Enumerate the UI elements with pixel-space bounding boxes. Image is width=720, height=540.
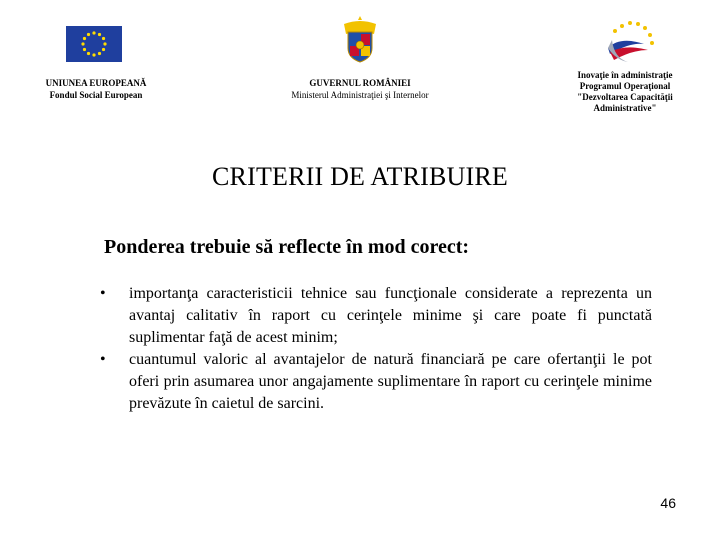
eu-flag-icon	[66, 26, 122, 62]
eu-star	[98, 52, 101, 55]
eu-star	[83, 48, 86, 51]
eu-star	[81, 42, 84, 45]
inovatie-caption-line3: "Dezvoltarea Capacităţii	[577, 92, 673, 102]
ro-caption-line2: Ministerul Administraţiei şi Internelor	[291, 90, 429, 100]
bullet-item	[100, 349, 652, 415]
bullet-item	[100, 283, 652, 349]
romania-coat-of-arms-icon	[340, 14, 380, 64]
page-number: 46	[660, 495, 676, 511]
slide-subtitle: Ponderea trebuie să reflecte în mod corect:	[104, 236, 470, 258]
inovatie-logo-icon	[600, 18, 660, 68]
inovatie-caption-line4: Administrative"	[593, 103, 657, 113]
bullet-text: cuantumul valoric al avantajelor de natură financiară pe care ofertanţii le pot oferi prin asumarea unor angajamente suplimentare în raport cu cerinţele minime prevăzute în caietul de sarcini.	[129, 351, 652, 412]
ro-caption	[250, 77, 470, 101]
eu-caption-line2: Fondul Social European	[49, 90, 143, 100]
bullet-text: importanţa caracteristicii tehnice sau funcţionale considerate a reprezenta un avantaj calitativ în raport cu cerinţele minime şi care poate fi punctată suplimentar faţă de acest minim;	[129, 285, 652, 346]
bullet-list	[100, 283, 652, 415]
eu-star	[92, 53, 95, 56]
inovatie-caption-line1: Inovaţie în administraţie	[577, 70, 673, 80]
ro-caption-line1: GUVERNUL ROMÂNIEI	[309, 78, 411, 88]
bullet-dot-icon: •	[100, 285, 106, 302]
bullet-dot-icon: •	[100, 351, 106, 368]
eu-star	[87, 52, 90, 55]
eu-star	[102, 37, 105, 40]
eu-star	[102, 48, 105, 51]
inovatie-caption	[560, 70, 690, 114]
eu-caption-line1: UNIUNEA EUROPEANĂ	[45, 78, 147, 88]
eu-star	[83, 37, 86, 40]
inovatie-caption-line2: Programul Operaţional	[579, 81, 671, 91]
eu-star	[87, 33, 90, 36]
slide-title: CRITERII DE ATRIBUIRE	[212, 162, 508, 191]
eu-star	[98, 33, 101, 36]
eu-caption	[20, 77, 172, 101]
eu-star	[92, 31, 95, 34]
eu-star	[103, 42, 106, 45]
